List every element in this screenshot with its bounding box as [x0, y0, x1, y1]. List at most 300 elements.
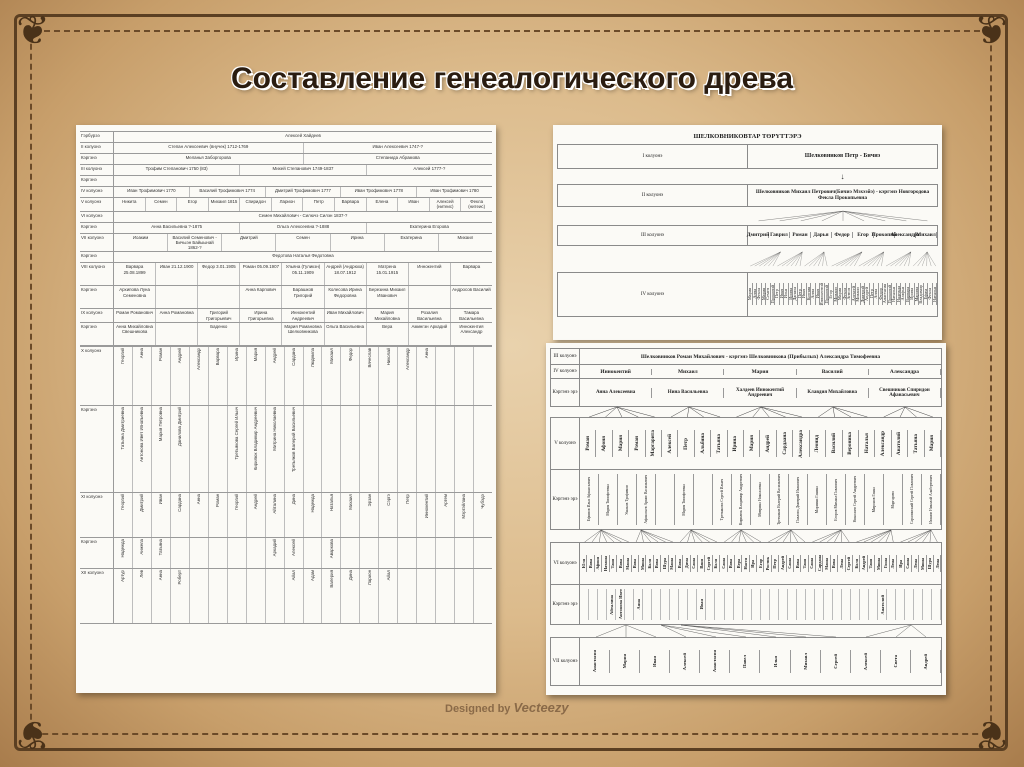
connector-line — [691, 530, 717, 542]
tree-cell — [757, 555, 764, 571]
connector-line — [841, 530, 849, 542]
tree-cell — [934, 555, 941, 571]
tree-cell — [892, 430, 908, 458]
tree-cell — [905, 555, 912, 571]
vertical-name: Вячеслав — [366, 347, 372, 368]
table-cell — [171, 406, 190, 492]
table-cell — [247, 493, 266, 537]
connector-line — [895, 251, 911, 265]
gen-vi-spouses — [580, 585, 942, 625]
connector-line — [841, 530, 842, 542]
tree-name: Анастасия — [712, 650, 718, 673]
tree-cell — [596, 430, 612, 458]
tree-name: Иван — [698, 599, 704, 610]
gen-ii-name: Шелковников Михаил Петрович(Бичиэ Мэхээйэ) - кэргэнэ Новгородова Фекла Прокопьевна — [748, 184, 938, 206]
tree-name: Маша — [669, 557, 675, 570]
gen-iii-couple: Шелковников Роман Михайлович - кэргэнэ Шелковникова (Прибылых) Александра Тимофеевна — [580, 349, 942, 365]
tree-name: Третьякова Сергей Ильич — [720, 478, 724, 521]
tree-cell — [779, 589, 788, 619]
tree-cell — [742, 555, 749, 571]
gen-iv-children — [580, 365, 942, 379]
left-table-row — [80, 142, 492, 153]
connector-line — [913, 251, 927, 265]
table-cell — [114, 569, 133, 623]
tree-name: Мария — [929, 435, 936, 452]
tree-cell — [875, 430, 891, 458]
vertical-name: Татьяна Дмитриевна — [120, 406, 126, 450]
tree-cell — [903, 474, 922, 525]
row-cells — [114, 165, 492, 175]
connector-line — [775, 530, 790, 542]
connector-line — [890, 251, 910, 265]
tree-cell — [826, 430, 842, 458]
tree-name: Вова — [617, 558, 623, 569]
table-cell — [247, 347, 266, 405]
vertical-name: Андрей — [177, 347, 183, 364]
tree-cell — [831, 555, 838, 571]
vertical-name: Сардана — [177, 493, 183, 512]
connector-line — [731, 530, 740, 542]
tree-name: Роман — [633, 436, 640, 451]
connector-line — [858, 251, 883, 265]
row-label: Кэргэнэ — [80, 286, 114, 308]
table-cell — [266, 493, 285, 537]
left-table-row — [80, 233, 492, 252]
table-cell: Варвара — [462, 264, 481, 270]
table-cell — [285, 406, 304, 492]
table-cell: Березина Михаил Иванович — [367, 286, 409, 308]
tree-name: Михаил — [802, 653, 808, 670]
connector-line — [800, 211, 842, 221]
tree-cell — [625, 589, 634, 619]
tree-cell — [715, 589, 724, 619]
tree-name: Илья — [783, 289, 789, 299]
tree-name: Петр — [774, 289, 780, 299]
table-cell — [455, 569, 474, 623]
table-cell: Фекла (нитеис) — [468, 199, 486, 210]
tree-cell — [598, 589, 607, 619]
vertical-name: Анна — [196, 493, 202, 505]
tree-name: Шура — [927, 557, 933, 570]
tree-name: Шура — [661, 557, 667, 570]
table-cell — [152, 406, 171, 492]
left-table-row — [80, 211, 492, 222]
table-cell: Ольга Алексеевна ?-1888 — [240, 223, 366, 233]
connector-line — [812, 530, 841, 542]
tree-cell — [777, 430, 793, 458]
tree-name: Коля — [713, 558, 719, 569]
tree-cell — [706, 589, 715, 619]
tree-cell — [697, 589, 706, 619]
table-cell — [190, 493, 209, 537]
tree-cell — [580, 555, 587, 571]
left-table-row — [80, 197, 492, 211]
tree-cell — [643, 589, 652, 619]
table-cell: Ольга Васильевна — [325, 323, 367, 345]
row-cells — [114, 286, 492, 308]
table-cell — [379, 538, 398, 568]
tree-cell — [705, 555, 712, 571]
table-cell — [341, 493, 360, 537]
tree-name: Клавдия Михайловна — [807, 390, 857, 395]
connector-line — [905, 407, 916, 417]
table-cell: Иван Михайлович — [325, 309, 367, 322]
left-table-rows — [80, 131, 492, 346]
table-cell — [190, 538, 209, 568]
connector-line — [840, 251, 861, 265]
tree-name: Наталья — [891, 286, 897, 302]
tree-cell — [794, 555, 801, 571]
table-cell — [398, 538, 417, 568]
tree-name: Николаев Сергей Андреевич — [853, 476, 857, 523]
table-cell — [455, 406, 474, 492]
table-cell: Алексей (нитеис) — [430, 198, 462, 211]
gen-vi-label: VI колуонэ — [551, 543, 580, 585]
tree-name: Леонид — [814, 434, 821, 453]
tree-cell — [827, 474, 846, 525]
table-cell — [436, 347, 455, 405]
tree-cell — [661, 555, 668, 571]
tree-name: Третьяков Валерий Васильевич — [777, 474, 781, 525]
table-cell: Иван Алексеевич 1747-? — [372, 144, 423, 149]
tree-name: Айталина — [608, 594, 614, 615]
table-cell — [156, 286, 198, 308]
tree-cell — [669, 555, 676, 571]
connector-line — [833, 407, 835, 417]
connector-line — [911, 625, 926, 637]
tree-name: Агафья — [900, 287, 906, 301]
tree-cell — [869, 388, 941, 398]
tree-name: Михаил — [832, 286, 838, 302]
tree-name: Андрей — [922, 653, 928, 670]
table-cell — [266, 569, 285, 623]
connector-line — [681, 625, 806, 637]
connector-line — [863, 251, 883, 265]
table-cell — [114, 347, 133, 405]
left-table-vrow — [80, 568, 492, 624]
left-table-vertical-rows — [80, 346, 492, 624]
table-cell — [322, 406, 341, 492]
row-cells — [114, 493, 492, 537]
tree-cell — [887, 589, 896, 619]
table-cell — [171, 493, 190, 537]
tree-cell — [851, 589, 860, 619]
tree-cell — [711, 430, 727, 458]
connector-line — [866, 625, 911, 637]
table-cell — [133, 493, 152, 537]
gen-iv-label-2: IV колуонэ — [551, 365, 580, 379]
tree-cell — [860, 589, 869, 619]
connector-line — [681, 625, 776, 637]
connector-line — [905, 407, 933, 417]
table-cell — [114, 493, 133, 537]
table-cell — [417, 493, 436, 537]
table-cell — [304, 347, 323, 405]
vertical-name: Ларион — [366, 569, 372, 586]
table-cell: Барашков Григорий — [282, 286, 324, 308]
tree-name: Данила — [792, 287, 798, 301]
tree-cell — [760, 430, 776, 458]
tree-name: Антонова Ивет — [617, 589, 623, 620]
left-table-row — [80, 251, 492, 262]
table-cell — [379, 347, 398, 405]
tree-cell — [683, 555, 690, 571]
table-cell — [198, 286, 240, 308]
connector-line — [689, 407, 704, 417]
connector-line — [843, 211, 885, 221]
tree-name: Александра — [890, 232, 920, 238]
tree-name: Анна Алексеевна — [595, 390, 636, 395]
tree-name: Вова — [676, 558, 682, 569]
tree-cell — [816, 555, 823, 571]
gen-vi-fan-lines — [580, 625, 942, 638]
tree-cell — [788, 589, 797, 619]
table-cell — [474, 493, 492, 537]
ornament-top-right-icon: ❦ — [974, 8, 1008, 54]
row-label: II колуонэ — [80, 143, 114, 153]
connector-line — [596, 625, 626, 637]
table-cell: Василий Семенович - Бичыэн Байыынай 1862-? — [168, 234, 222, 252]
tree-name: Анна — [873, 289, 879, 299]
tree-name: Мария — [751, 368, 769, 375]
vertical-name: Сардана — [290, 347, 296, 366]
row-cells — [114, 212, 492, 222]
connector-line — [661, 625, 716, 637]
tree-cell — [617, 555, 624, 571]
table-cell — [133, 569, 152, 623]
table-cell: Василий Трофимович 1774 — [190, 187, 266, 197]
tree-cell — [914, 589, 923, 619]
vertical-name: Георгий — [120, 347, 126, 364]
tree-cell — [808, 474, 827, 525]
tree-cell — [905, 589, 914, 619]
table-cell: Елена — [367, 198, 399, 211]
connector-line — [883, 407, 904, 417]
tree-cell — [750, 555, 757, 571]
tree-cell — [772, 555, 779, 571]
connector-line — [833, 407, 851, 417]
row-label: Кэргэнэ — [80, 538, 114, 568]
row-label: X колуонэ — [80, 347, 114, 405]
tree-cell — [734, 589, 743, 619]
tree-cell — [809, 555, 816, 571]
row-label: VII колуонэ — [80, 234, 114, 252]
tree-name: Мариина Ганина — [815, 485, 819, 514]
tree-cell — [713, 555, 720, 571]
tree-name: Гоша — [883, 558, 889, 569]
gen-v-label: V колуонэ — [551, 418, 580, 470]
table-cell — [417, 538, 436, 568]
tree-cell — [713, 474, 732, 525]
tree-name: Ильи — [772, 655, 778, 668]
connector-line — [584, 530, 600, 542]
left-table-row — [80, 186, 492, 197]
table-cell — [285, 538, 304, 568]
table-cell — [379, 406, 398, 492]
tree-cell — [639, 555, 646, 571]
vertical-name: Третьякова Сергей Ильич — [234, 406, 240, 460]
tree-name: Александра — [797, 429, 804, 458]
row-label: Кэргэнэ — [80, 252, 114, 262]
tree-cell — [599, 474, 618, 525]
vertical-name: Анна — [139, 347, 145, 359]
table-cell — [228, 538, 247, 568]
connector-line — [689, 407, 720, 417]
gen-v-spouses — [580, 470, 942, 530]
ornament-top-left-icon: ❦ — [16, 8, 50, 54]
tree-name: Халдеев Иннокентий Андреевич — [735, 387, 785, 398]
tree-cell — [728, 555, 735, 571]
table-cell — [285, 493, 304, 537]
connector-line — [900, 530, 930, 542]
vertical-name: Михаил — [347, 493, 353, 510]
tree-cell — [911, 650, 941, 672]
vertical-name: Андрей — [271, 347, 277, 364]
tree-name: Вова — [654, 558, 660, 569]
connector-line — [601, 530, 614, 542]
table-cell: Ульяна (Гуликэн) 05.11.1909 — [282, 263, 324, 285]
table-cell — [379, 493, 398, 537]
tree-name: Мария — [617, 435, 624, 452]
table-cell — [114, 538, 133, 568]
connector-line — [856, 530, 890, 542]
tree-cell — [878, 589, 887, 619]
tree-cell — [698, 555, 705, 571]
left-table-vrow — [80, 492, 492, 537]
gen-iv-fan-lines — [580, 407, 942, 418]
tree-cell — [743, 589, 752, 619]
tree-name: Егор — [857, 232, 869, 238]
table-cell — [474, 569, 492, 623]
row-cells — [114, 406, 492, 492]
connector-line — [900, 407, 905, 417]
table-cell — [247, 569, 266, 623]
tree-name: Сарасинский Сергей Павлович — [910, 474, 914, 525]
tree-name: Ефимов Илья Афанасьевич — [587, 477, 591, 522]
table-cell: Дмитрий Трофимович 1777 — [266, 187, 342, 197]
tree-cell — [908, 430, 924, 458]
tree-name: Павел — [742, 655, 748, 668]
tree-name: Саша — [809, 558, 815, 569]
row-cells — [114, 198, 492, 211]
tree-name: Ксения — [805, 287, 811, 301]
table-cell: Иннокентия Александр — [459, 323, 484, 335]
vertical-name: Роберт — [177, 569, 183, 585]
table-cell: Ирина Григорьевна — [240, 309, 282, 322]
vertical-name: Аваркова — [328, 538, 334, 559]
tree-cell — [923, 589, 932, 619]
vertical-name: Андрей — [253, 493, 258, 510]
table-cell — [341, 347, 360, 405]
connector-line — [843, 211, 927, 221]
table-cell: Роман 05.09.1907 — [240, 263, 282, 285]
tree-cell — [678, 430, 694, 458]
tree-cell — [610, 555, 617, 571]
row-cells — [114, 234, 492, 252]
tree-name: Фекла — [927, 288, 933, 300]
tree-cell — [634, 589, 643, 619]
tree-cell — [652, 589, 661, 619]
vertical-name: Михаил — [328, 347, 334, 364]
tree-cell — [811, 232, 832, 238]
table-cell — [436, 538, 455, 568]
tree-name: Лена — [838, 558, 844, 569]
vertical-name: Сэргэ — [385, 493, 391, 506]
connector-line — [863, 530, 890, 542]
connector-line — [867, 251, 883, 265]
table-cell: Анна Романовна — [156, 309, 198, 322]
gen-ii-fan-lines — [748, 206, 938, 225]
table-cell — [209, 406, 228, 492]
tree-name: Альбина — [699, 433, 706, 454]
gen-iv-spouses — [580, 379, 942, 407]
gen-i-label: I колуонэ — [558, 144, 748, 168]
tree-cell — [797, 589, 806, 619]
tree-name: Вова — [794, 558, 800, 569]
row-label: Кэргэнэ — [80, 406, 114, 492]
connector-line — [827, 530, 841, 542]
row-cells — [114, 263, 492, 285]
tree-top-table — [557, 130, 938, 317]
table-cell: Иван — [398, 198, 430, 211]
tree-cell — [613, 430, 629, 458]
tree-name: Саша — [691, 558, 697, 569]
table-cell — [417, 347, 436, 405]
vertical-name: Иван — [158, 493, 164, 505]
tree-cell — [853, 555, 860, 571]
tree-name: Нина Васильевна — [667, 390, 708, 395]
tree-name: Петр — [683, 437, 690, 450]
tree-cell — [897, 555, 904, 571]
row-label: XI колуонэ — [80, 493, 114, 537]
tree-cell — [793, 430, 809, 458]
left-table-vrow — [80, 405, 492, 492]
connector-line — [845, 251, 862, 265]
table-cell: Варвара — [335, 198, 367, 211]
row-label: VI колуонэ — [80, 212, 114, 222]
tree-cell — [580, 430, 596, 458]
tree-name: Татьяна — [715, 433, 722, 454]
vertical-name: Александр — [196, 347, 202, 370]
table-cell — [455, 347, 474, 405]
tree-cell — [744, 430, 760, 458]
tree-cell — [656, 474, 675, 525]
tree-cell — [580, 369, 652, 375]
table-cell — [341, 538, 360, 568]
tree-name: Коля — [647, 558, 653, 569]
table-cell — [114, 406, 133, 492]
tree-name: Маргарита — [650, 430, 657, 457]
connector-line — [636, 530, 641, 542]
table-cell — [152, 569, 171, 623]
tree-name: Ира — [897, 559, 903, 568]
connector-line — [671, 407, 689, 417]
table-cell: Иоаким — [114, 234, 168, 252]
vertical-name: Иннокентий — [423, 493, 429, 519]
vertical-name: Анна — [158, 569, 164, 581]
row-cells — [114, 154, 492, 164]
tree-name: Анна — [751, 289, 757, 299]
tree-name: Наташа — [602, 555, 608, 572]
table-cell: Петр — [303, 198, 335, 211]
tree-cell — [580, 388, 652, 398]
tree-name: Миша — [919, 557, 925, 570]
table-cell — [322, 569, 341, 623]
tree-name: Иннокентий — [600, 368, 631, 375]
tree-name: Иван — [801, 289, 807, 299]
tree-name: Дмитрий — [859, 285, 865, 303]
table-cell — [341, 569, 360, 623]
